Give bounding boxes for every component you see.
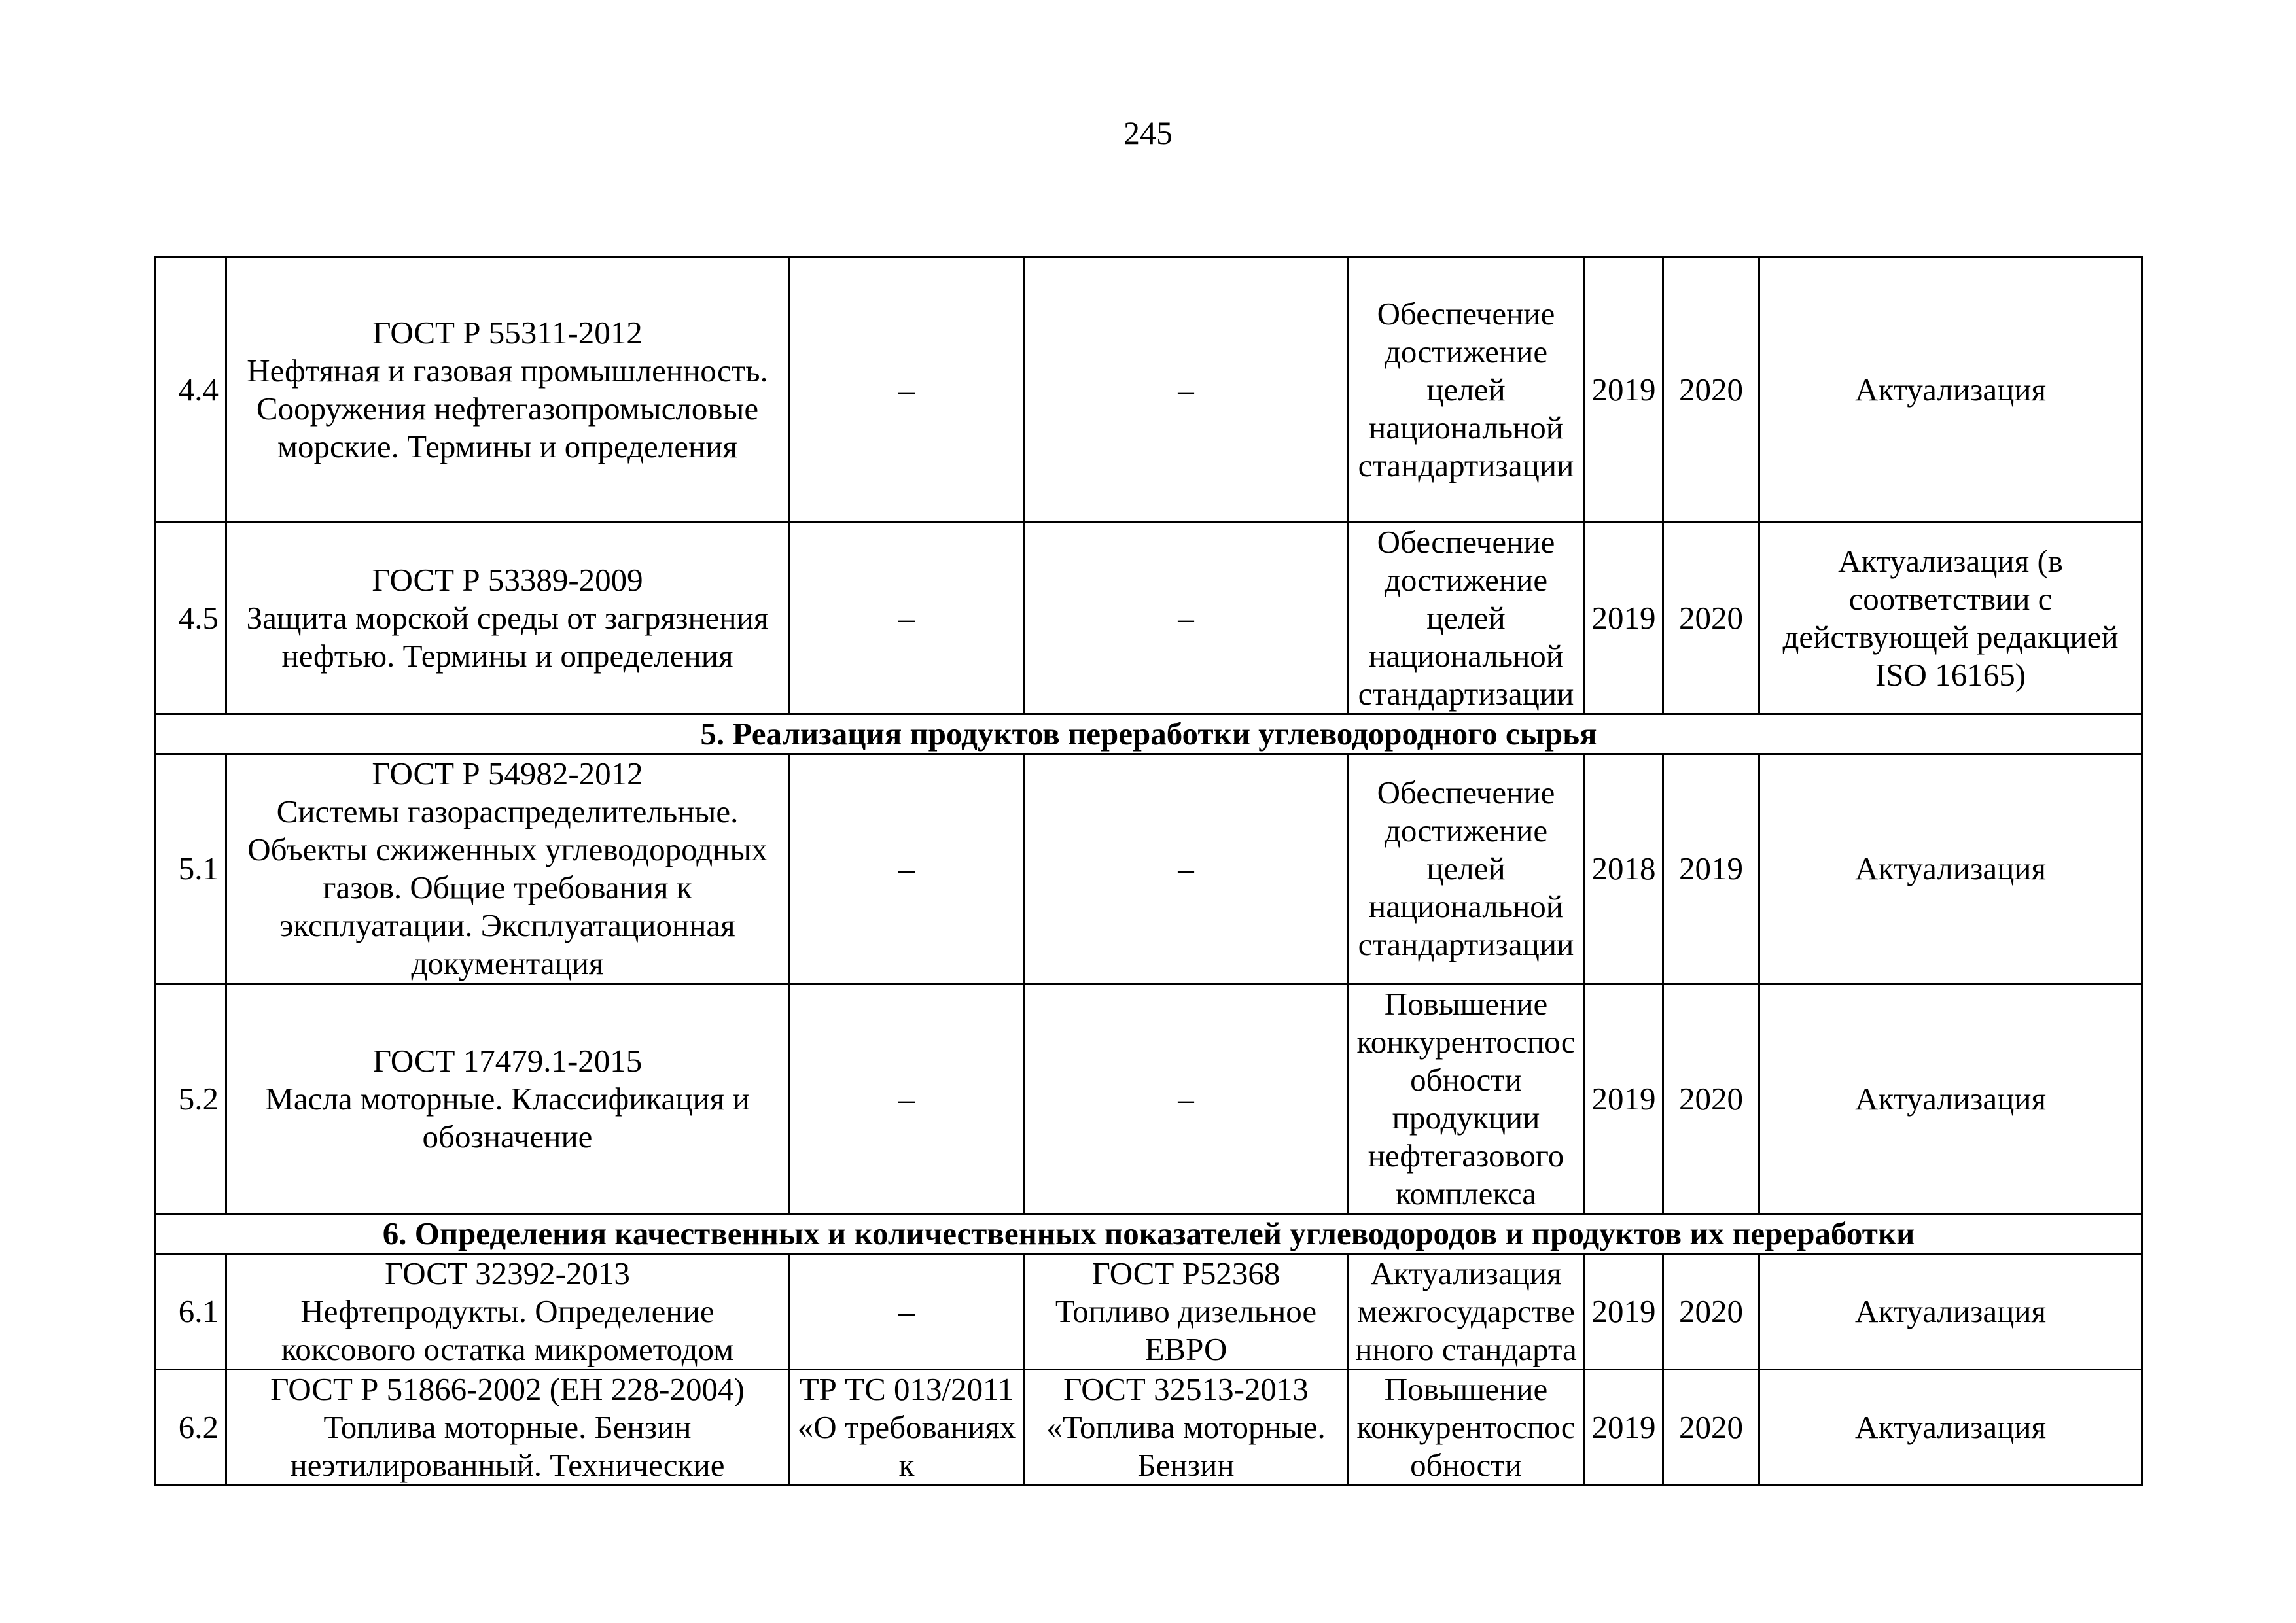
start-year-cell: 2019 — [1585, 984, 1663, 1214]
row-number: 6.2 — [156, 1370, 226, 1486]
action-cell — [1759, 523, 2142, 714]
action-cell-line: Актуализация — [1854, 850, 2047, 886]
document-cell-line: Объекты сжиженных углеводородных — [247, 831, 768, 867]
goal-cell-line: стандартизации — [1358, 926, 1574, 962]
document-cell-line: ГОСТ Р 54982-2012 — [372, 756, 643, 792]
end-year-cell: 2020 — [1663, 523, 1759, 714]
document-cell-line: Нефтяная и газовая промышленность. — [247, 353, 768, 389]
row-number: 5.2 — [156, 984, 226, 1214]
goal-cell-line: комплекса — [1396, 1175, 1536, 1212]
table-row — [156, 1254, 2142, 1370]
start-year-cell: 2019 — [1585, 523, 1663, 714]
document-cell — [226, 984, 789, 1214]
document-cell-line: документация — [411, 945, 604, 981]
row-number: 6.1 — [156, 1254, 226, 1370]
goal-cell-line: достижение — [1384, 812, 1548, 848]
goal-cell-line: Актуализация — [1370, 1255, 1562, 1291]
goal-cell — [1348, 1254, 1585, 1370]
related-standard-cell — [1025, 1370, 1348, 1486]
goal-cell-line: обности — [1410, 1061, 1522, 1098]
section-title: 6. Определения качественных и количественных показателей углеводородов и продуктов их переработки — [156, 1214, 2142, 1254]
section-header-row — [156, 1214, 2142, 1254]
related-standard-cell-line: Бензин — [1137, 1447, 1235, 1483]
document-cell-line: коксового остатка микрометодом — [281, 1331, 734, 1367]
goal-cell — [1348, 984, 1585, 1214]
action-cell-line: соответствии с — [1848, 581, 2053, 617]
document-cell-line: обозначение — [422, 1118, 593, 1155]
document-cell-line: Системы газораспределительные. — [276, 794, 739, 829]
goal-cell-line: национальной — [1368, 638, 1564, 674]
related-standard-cell — [1025, 754, 1348, 984]
action-cell-line: Актуализация (в — [1838, 543, 2063, 579]
document-cell — [226, 1370, 789, 1486]
regulation-cell-line: – — [898, 372, 915, 408]
document-cell-line: морские. Термины и определения — [277, 428, 737, 464]
goal-cell — [1348, 258, 1585, 523]
goal-cell-line: обности — [1410, 1447, 1522, 1483]
regulation-cell-line: – — [898, 1080, 915, 1117]
section-title: 5. Реализация продуктов переработки углеводородного сырья — [156, 714, 2142, 754]
document-cell-line: Защита морской среды от загрязнения — [246, 600, 769, 636]
related-standard-cell — [1025, 984, 1348, 1214]
document-cell-line: нефтью. Термины и определения — [281, 638, 733, 674]
related-standard-cell-line: ГОСТ Р52368 — [1091, 1255, 1280, 1291]
goal-cell-line: межгосударстве — [1357, 1293, 1575, 1329]
document-cell-line: ГОСТ Р 55311-2012 — [372, 315, 643, 351]
action-cell — [1759, 984, 2142, 1214]
goal-cell-line: национальной — [1368, 888, 1564, 924]
start-year-cell: 2019 — [1585, 258, 1663, 523]
action-cell-line: Актуализация — [1854, 1293, 2047, 1329]
goal-cell — [1348, 754, 1585, 984]
goal-cell-line: конкурентоспос — [1356, 1023, 1576, 1060]
goal-cell — [1348, 523, 1585, 714]
goal-cell-line: нефтегазового — [1368, 1137, 1564, 1174]
table-row — [156, 754, 2142, 984]
action-cell — [1759, 1254, 2142, 1370]
regulation-cell — [789, 754, 1025, 984]
related-standard-cell-line: – — [1178, 600, 1194, 636]
goal-cell-line: стандартизации — [1358, 447, 1574, 483]
row-number: 4.4 — [156, 258, 226, 523]
page-number: 245 — [1123, 114, 1173, 151]
goal-cell-line: достижение — [1384, 334, 1548, 370]
related-standard-cell-line: Топливо дизельное — [1055, 1293, 1317, 1329]
document-cell — [226, 258, 789, 523]
row-number: 4.5 — [156, 523, 226, 714]
goal-cell-line: Обеспечение — [1377, 775, 1555, 811]
end-year-cell: 2020 — [1663, 258, 1759, 523]
table-row — [156, 1370, 2142, 1486]
goal-cell-line: национальной — [1368, 410, 1564, 445]
goal-cell-line: Повышение — [1384, 1371, 1548, 1407]
regulation-cell — [789, 1370, 1025, 1486]
document-cell-line: эксплуатации. Эксплуатационная — [279, 907, 735, 943]
section-header-row — [156, 714, 2142, 754]
goal-cell-line: Обеспечение — [1377, 524, 1555, 560]
end-year-cell: 2020 — [1663, 1370, 1759, 1486]
action-cell — [1759, 1370, 2142, 1486]
document-cell-line: неэтилированный. Технические — [290, 1447, 725, 1483]
document-cell — [226, 754, 789, 984]
regulation-cell — [789, 984, 1025, 1214]
related-standard-cell — [1025, 258, 1348, 523]
document-cell-line: газов. Общие требования к — [323, 869, 692, 905]
goal-cell-line: целей — [1426, 850, 1506, 886]
table-row — [156, 523, 2142, 714]
regulation-cell-line: – — [898, 1293, 915, 1329]
document-cell-line: Топлива моторные. Бензин — [323, 1409, 692, 1445]
related-standard-cell-line: ГОСТ 32513-2013 — [1063, 1371, 1309, 1407]
related-standard-cell-line: – — [1178, 850, 1194, 886]
goal-cell-line: Обеспечение — [1377, 296, 1555, 332]
document-cell-line: Нефтепродукты. Определение — [300, 1293, 715, 1329]
goal-cell-line: достижение — [1384, 562, 1548, 598]
action-cell-line: Актуализация — [1854, 1409, 2047, 1445]
related-standard-cell-line: – — [1178, 372, 1194, 408]
action-cell-line: Актуализация — [1854, 372, 2047, 408]
document-cell-line: ГОСТ Р 51866-2002 (ЕН 228-2004) — [270, 1371, 745, 1407]
regulation-cell-line: «О требованиях — [797, 1409, 1016, 1445]
action-cell — [1759, 754, 2142, 984]
regulation-cell-line: – — [898, 850, 915, 886]
document-cell-line: ГОСТ 17479.1-2015 — [372, 1042, 643, 1079]
related-standard-cell-line: ЕВРО — [1144, 1331, 1227, 1367]
goal-cell-line: продукции — [1392, 1099, 1540, 1136]
regulation-cell — [789, 258, 1025, 523]
goal-cell-line: стандартизации — [1358, 676, 1574, 712]
goal-cell-line: Повышение — [1384, 985, 1548, 1022]
goal-cell-line: целей — [1426, 372, 1506, 408]
related-standard-cell-line: «Топлива моторные. — [1046, 1409, 1326, 1445]
related-standard-cell-line: – — [1178, 1080, 1194, 1117]
goal-cell-line: целей — [1426, 600, 1506, 636]
goal-cell-line: нного стандарта — [1355, 1331, 1577, 1367]
end-year-cell: 2019 — [1663, 754, 1759, 984]
start-year-cell: 2018 — [1585, 754, 1663, 984]
document-cell-line: ГОСТ Р 53389-2009 — [372, 562, 643, 598]
row-number: 5.1 — [156, 754, 226, 984]
document-cell — [226, 523, 789, 714]
start-year-cell: 2019 — [1585, 1370, 1663, 1486]
goal-cell — [1348, 1370, 1585, 1486]
regulation-cell-line: – — [898, 600, 915, 636]
start-year-cell: 2019 — [1585, 1254, 1663, 1370]
table-row — [156, 984, 2142, 1214]
table-row — [156, 258, 2142, 523]
action-cell-line: действующей редакцией — [1782, 619, 2119, 655]
action-cell-line: Актуализация — [1854, 1080, 2047, 1117]
end-year-cell: 2020 — [1663, 984, 1759, 1214]
related-standard-cell — [1025, 1254, 1348, 1370]
end-year-cell: 2020 — [1663, 1254, 1759, 1370]
related-standard-cell — [1025, 523, 1348, 714]
document-cell — [226, 1254, 789, 1370]
goal-cell-line: конкурентоспос — [1356, 1409, 1576, 1445]
regulation-cell-line: к — [898, 1447, 915, 1483]
regulation-cell-line: ТР ТС 013/2011 — [799, 1371, 1014, 1407]
standards-table — [154, 256, 2143, 1486]
document-cell-line: Сооружения нефтегазопромысловые — [256, 391, 759, 427]
document-cell-line: ГОСТ 32392-2013 — [385, 1255, 630, 1291]
action-cell-line: ISO 16165) — [1875, 657, 2026, 693]
action-cell — [1759, 258, 2142, 523]
regulation-cell — [789, 523, 1025, 714]
document-cell-line: Масла моторные. Классификация и — [265, 1080, 750, 1117]
regulation-cell — [789, 1254, 1025, 1370]
